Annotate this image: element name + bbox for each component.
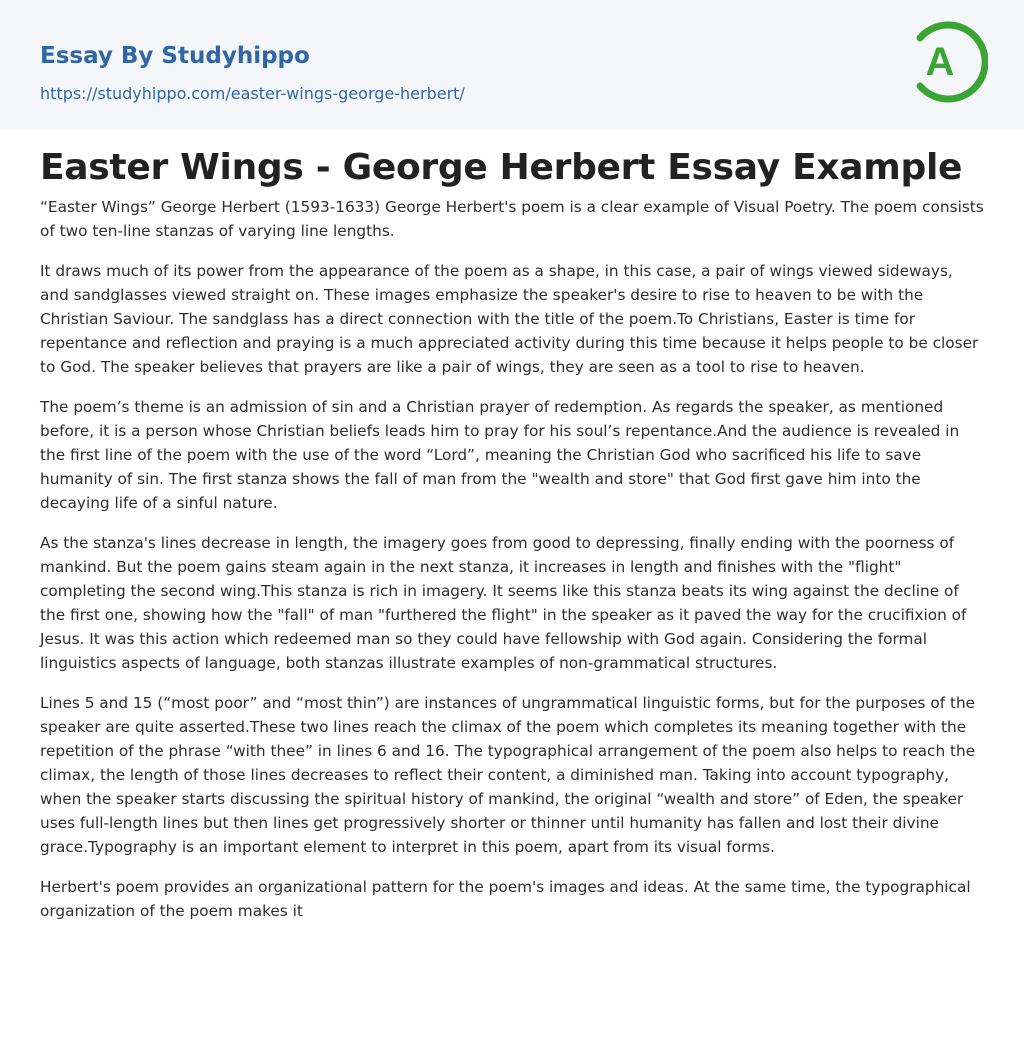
article-content	[0, 146, 1024, 923]
source-url-link[interactable]: https://studyhippo.com/easter-wings-george-herbert/	[40, 84, 465, 103]
paragraph: Lines 5 and 15 (“most poor” and “most thin”) are instances of ungrammatical linguistic forms, but for the purposes of the speaker are quite asserted.These two lines reach the climax of the poem which completes its meaning together with the repetition of the phrase “with thee” in lines 6 and 16. The typographical arrangement of the poem also helps to reach the climax, the length of those lines decreases to reflect their content, a diminished man. Taking into account typography, when the speaker starts discussing the spiritual history of mankind, the original “wealth and store” of Eden, the speaker uses full-length lines but then lines get progressively shorter or thinner until humanity has fallen and lost their divine grace.Typography is an important element to interpret in this poem, apart from its visual forms.	[40, 694, 976, 856]
paragraph: “Easter Wings” George Herbert (1593-1633) George Herbert's poem is a clear example of Visual Poetry. The poem consists of two ten-line stanzas of varying line lengths.	[40, 198, 984, 240]
paragraph: The poem’s theme is an admission of sin and a Christian prayer of redemption. As regards the speaker, as mentioned before, it is a person whose Christian beliefs leads him to pray for his soul’s repentance.And the audience is revealed in the first line of the poem with the use of the word “Lord”, meaning the Christian God who sacrificed his life to save humanity of sin. The first stanza shows the fall of man from the "wealth and store" that God first gave him into the decaying life of a sinful nature.	[40, 398, 960, 512]
logo-letter: A	[925, 40, 955, 84]
studyhippo-logo-icon[interactable]	[912, 18, 988, 106]
site-header	[0, 0, 1024, 129]
paragraph: As the stanza's lines decrease in length, the imagery goes from good to depressing, finally ending with the poorness of mankind. But the poem gains steam again in the next stanza, it increases in length and finishes with the "flight" completing the second wing.This stanza is rich in imagery. It seems like this stanza beats its wing against the decline of the first one, showing how the "fall" of man "furthered the flight" in the speaker as it paved the way for the crucifixion of Jesus. It was this action which redeemed man so they could have fellowship with God again. Considering the formal linguistics aspects of language, both stanzas illustrate examples of non-grammatical structures.	[40, 534, 967, 672]
brand-title[interactable]: Essay By Studyhippo	[40, 43, 310, 69]
paragraph: It draws much of its power from the appearance of the poem as a shape, in this case, a pair of wings viewed sideways, and sandglasses viewed straight on. These images emphasize the speaker's desire to rise to heaven to be with the Christian Saviour. The sandglass has a direct connection with the title of the poem.To Christians, Easter is time for repentance and reflection and praying is a much appreciated activity during this time because it helps people to be closer to God. The speaker believes that prayers are like a pair of wings, they are seen as a tool to rise to heaven.	[40, 262, 979, 376]
page-title: Easter Wings - George Herbert Essay Example	[40, 147, 963, 188]
paragraph: Herbert's poem provides an organizational pattern for the poem's images and ideas. At the same time, the typographical organization of the poem makes it	[40, 878, 971, 920]
